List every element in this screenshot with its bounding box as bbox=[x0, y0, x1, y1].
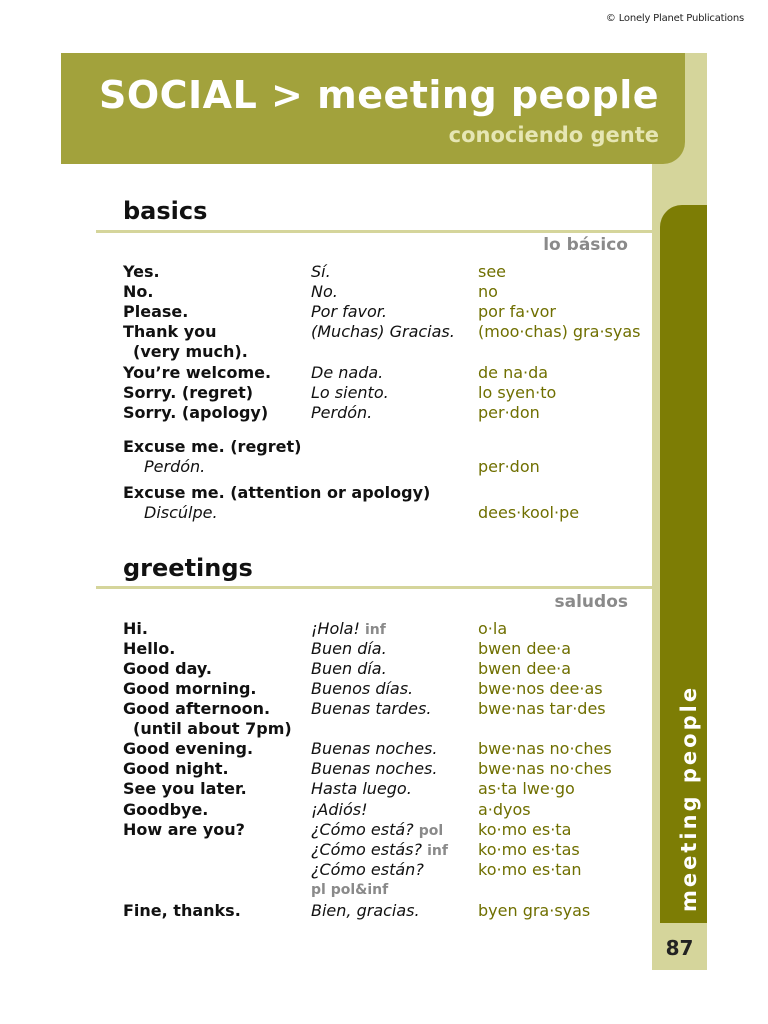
phrase-english: How are you? bbox=[123, 820, 245, 839]
phrase-english: Good night. bbox=[123, 759, 229, 778]
phrase-row bbox=[123, 322, 643, 342]
phrase-spanish: Buen día. bbox=[311, 639, 387, 658]
phrase-spanish: Buen día. bbox=[311, 659, 387, 678]
phrase-pronunciation: ko·mo es·tan bbox=[478, 860, 582, 879]
phrase-pronunciation: see bbox=[478, 262, 507, 281]
phrase-english: Fine, thanks. bbox=[123, 901, 241, 920]
phrase-english: Please. bbox=[123, 302, 189, 321]
phrase-row bbox=[123, 383, 643, 403]
phrase-spanish: Perdón. bbox=[144, 457, 206, 476]
phrase-pronunciation: bwen dee·a bbox=[478, 659, 572, 678]
phrase-row bbox=[123, 759, 643, 779]
phrase-spanish: ¿Cómo están? bbox=[311, 860, 424, 879]
phrase-spanish: ¡Adiós! bbox=[311, 800, 368, 819]
phrase-pronunciation: per·don bbox=[478, 403, 540, 422]
register-tag: inf bbox=[427, 843, 448, 859]
phrase-pronunciation: o·la bbox=[478, 619, 508, 638]
phrase-spanish: De nada. bbox=[311, 363, 384, 382]
phrase-spanish: No. bbox=[311, 282, 338, 301]
phrase-pronunciation: bwe·nas tar·des bbox=[478, 699, 606, 718]
phrase-english: You’re welcome. bbox=[123, 363, 272, 382]
phrase-row bbox=[123, 282, 643, 302]
phrase-english: Hello. bbox=[123, 639, 176, 658]
section-title-greetings: greetings bbox=[123, 554, 253, 582]
phrase-row bbox=[123, 262, 643, 282]
phrase-pronunciation: bwe·nas no·ches bbox=[478, 739, 612, 758]
phrase-spanish: Buenas tardes. bbox=[311, 699, 432, 718]
phrase-pronunciation: bwe·nos dee·as bbox=[478, 679, 603, 698]
phrase-spanish bbox=[311, 820, 443, 841]
phrase-english: Good morning. bbox=[123, 679, 257, 698]
register-tag: pol bbox=[418, 823, 444, 839]
phrase-english: Good evening. bbox=[123, 739, 254, 758]
phrase-row bbox=[123, 820, 643, 840]
register-tag: pl pol&inf bbox=[311, 882, 389, 898]
phrase-pronunciation: dees·kool·pe bbox=[478, 503, 580, 522]
phrase-spanish: Discúlpe. bbox=[144, 503, 218, 522]
phrase-english: (until about 7pm) bbox=[133, 719, 292, 738]
phrase-spanish: Buenas noches. bbox=[311, 739, 438, 758]
phrase-spanish: Buenas noches. bbox=[311, 759, 438, 778]
phrase-spanish-text: ¡Hola! bbox=[311, 619, 360, 638]
phrase-pronunciation: por fa·vor bbox=[478, 302, 556, 321]
phrase-pronunciation: a·dyos bbox=[478, 800, 531, 819]
phrase-english: Hi. bbox=[123, 619, 148, 638]
phrase-row bbox=[123, 639, 643, 659]
phrase-english: Excuse me. (attention or apology) bbox=[123, 483, 431, 502]
phrase-row bbox=[123, 719, 643, 739]
phrase-spanish-text: ¿Cómo estás? bbox=[311, 840, 422, 859]
section-rule bbox=[96, 230, 652, 233]
register-tag: inf bbox=[365, 622, 386, 638]
phrase-row bbox=[123, 860, 643, 880]
phrase-english: See you later. bbox=[123, 779, 247, 798]
phrase-row bbox=[123, 302, 643, 322]
phrase-spanish: Hasta luego. bbox=[311, 779, 412, 798]
section-subtitle-greetings: saludos bbox=[554, 592, 628, 612]
phrase-row bbox=[123, 503, 643, 523]
phrase-row bbox=[123, 800, 643, 820]
phrase-row bbox=[123, 457, 643, 477]
phrase-pronunciation: bwe·nas no·ches bbox=[478, 759, 612, 778]
page-number: 87 bbox=[665, 936, 694, 960]
phrase-pronunciation: (moo·chas) gra·syas bbox=[478, 322, 641, 341]
phrase-spanish-text: ¿Cómo está? bbox=[311, 820, 414, 839]
phrase-row bbox=[123, 483, 643, 503]
phrase-spanish bbox=[311, 840, 448, 861]
section-title-basics: basics bbox=[123, 197, 208, 225]
phrase-row bbox=[123, 901, 643, 921]
phrase-row bbox=[123, 679, 643, 699]
phrase-row bbox=[123, 880, 643, 900]
phrase-spanish: Bien, gracias. bbox=[311, 901, 420, 920]
header-band bbox=[61, 53, 685, 164]
phrase-row bbox=[123, 699, 643, 719]
phrase-row bbox=[123, 437, 643, 457]
phrase-english: Sorry. (apology) bbox=[123, 403, 269, 422]
phrase-row bbox=[123, 363, 643, 383]
phrase-row bbox=[123, 840, 643, 860]
phrase-pronunciation: lo syen·to bbox=[478, 383, 557, 402]
phrase-english: Good day. bbox=[123, 659, 212, 678]
phrase-pronunciation: bwen dee·a bbox=[478, 639, 572, 658]
phrase-spanish: Lo siento. bbox=[311, 383, 389, 402]
phrase-pronunciation: no bbox=[478, 282, 498, 301]
phrase-pronunciation: per·don bbox=[478, 457, 540, 476]
phrase-spanish bbox=[311, 619, 386, 640]
phrase-english: Good afternoon. bbox=[123, 699, 271, 718]
phrase-spanish: (Muchas) Gracias. bbox=[311, 322, 455, 341]
phrase-spanish: Buenos días. bbox=[311, 679, 414, 698]
page-title: SOCIAL > meeting people bbox=[98, 73, 659, 117]
phrase-spanish: Perdón. bbox=[311, 403, 373, 422]
side-tab-label: meeting people bbox=[677, 684, 701, 912]
phrase-row bbox=[123, 619, 643, 639]
phrase-english: (very much). bbox=[133, 342, 248, 361]
copyright-notice: © Lonely Planet Publications bbox=[605, 13, 744, 24]
phrase-english: Thank you bbox=[123, 322, 217, 341]
phrase-english: Sorry. (regret) bbox=[123, 383, 254, 402]
phrase-row bbox=[123, 739, 643, 759]
phrase-pronunciation: byen gra·syas bbox=[478, 901, 591, 920]
section-rule bbox=[96, 586, 652, 589]
phrase-english: Yes. bbox=[123, 262, 160, 281]
phrase-pronunciation: de na·da bbox=[478, 363, 549, 382]
phrase-spanish: Por favor. bbox=[311, 302, 387, 321]
phrase-row bbox=[123, 342, 643, 362]
phrase-english: Goodbye. bbox=[123, 800, 209, 819]
phrase-row bbox=[123, 659, 643, 679]
phrase-pronunciation: as·ta lwe·go bbox=[478, 779, 575, 798]
phrase-row bbox=[123, 779, 643, 799]
phrase-row bbox=[123, 403, 643, 423]
section-subtitle-basics: lo básico bbox=[543, 235, 628, 255]
phrase-spanish: Sí. bbox=[311, 262, 331, 281]
phrase-english: No. bbox=[123, 282, 154, 301]
phrase-pronunciation: ko·mo es·ta bbox=[478, 820, 572, 839]
page-subtitle: conociendo gente bbox=[448, 123, 659, 147]
phrase-pronunciation: ko·mo es·tas bbox=[478, 840, 580, 859]
phrase-english: Excuse me. (regret) bbox=[123, 437, 302, 456]
